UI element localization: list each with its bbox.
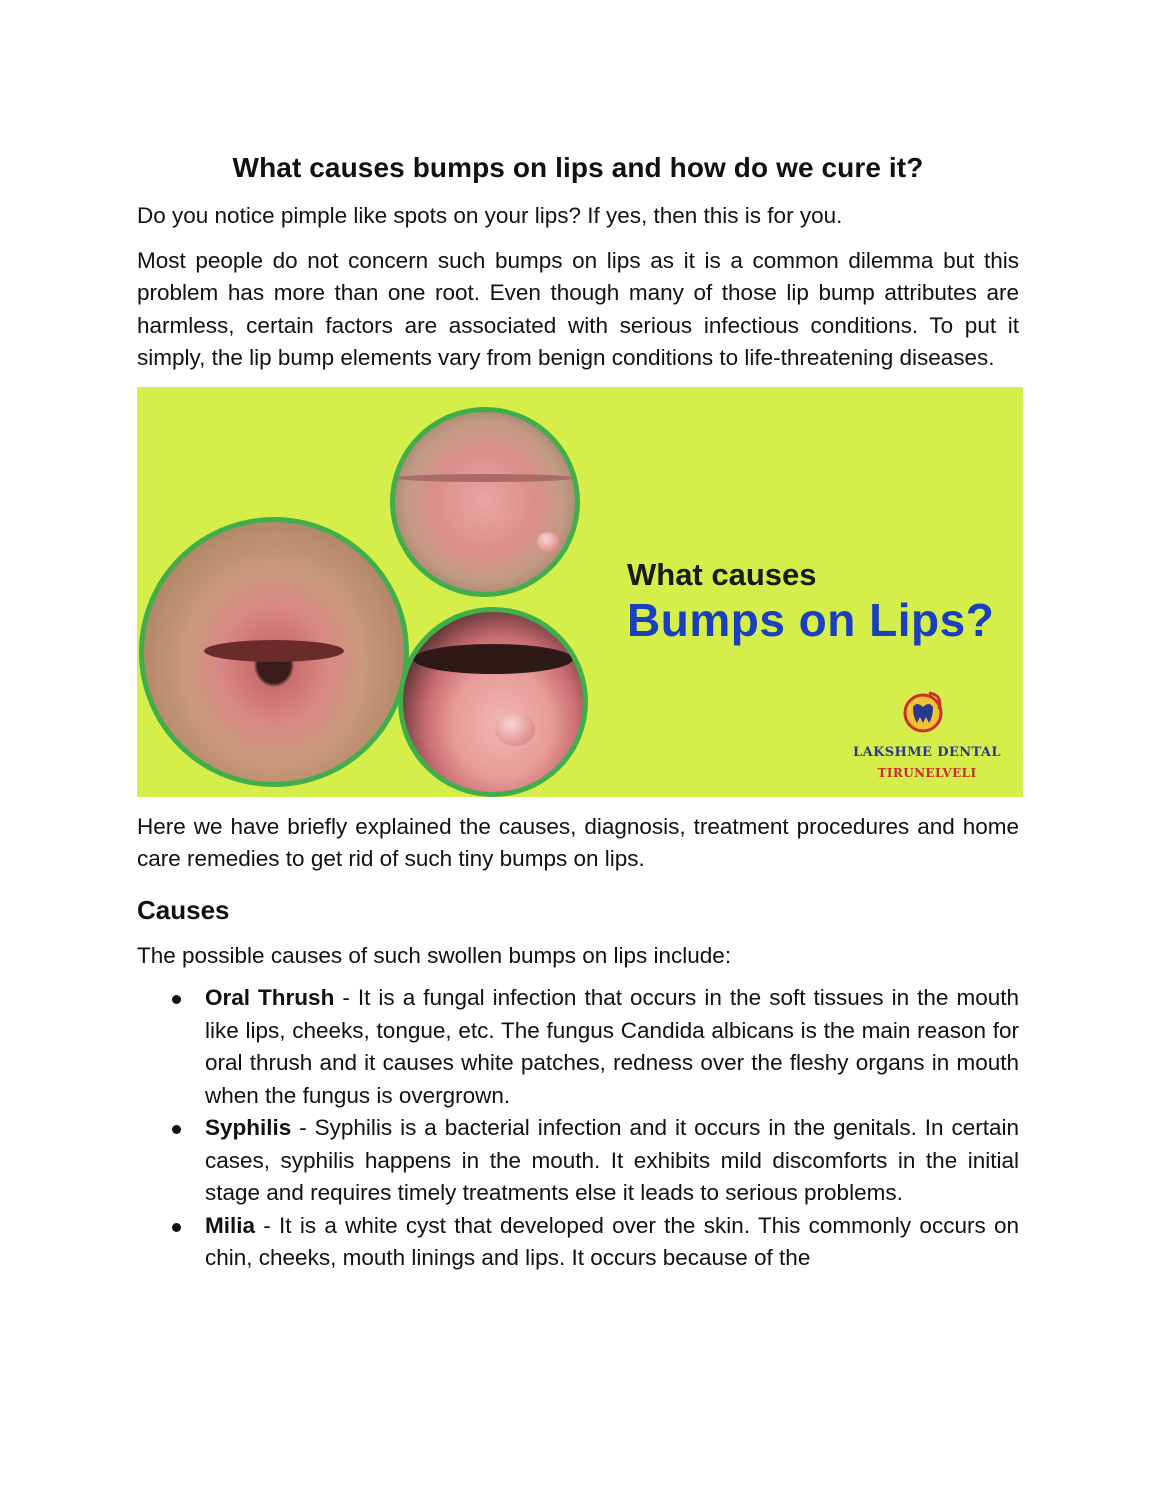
page-title: What causes bumps on lips and how do we cure it? bbox=[232, 152, 924, 183]
list-item bbox=[137, 1112, 1019, 1210]
lower-lip-cyst-photo bbox=[398, 607, 588, 797]
list-item bbox=[137, 1210, 1019, 1275]
cause-text: - It is a fungal infection that occurs in the soft tissues in the mouth like lips, cheeks, tongue, etc. The fungus Candida albicans is the main reason for oral thrush and it causes white patches, redness over the fleshy organs in mouth when the fungus is overgrown. bbox=[205, 985, 1019, 1108]
banner-headline-line1: What causes bbox=[627, 556, 817, 592]
cause-term: Syphilis bbox=[205, 1115, 292, 1140]
clinic-city: TIRUNELVELI bbox=[877, 765, 977, 780]
causes-heading: Causes bbox=[137, 894, 230, 925]
cause-term: Oral Thrush bbox=[205, 985, 335, 1010]
tooth-logo-icon bbox=[899, 687, 949, 737]
causes-list bbox=[137, 982, 1019, 1275]
intro-paragraph: Do you notice pimple like spots on your lips? If yes, then this is for you. bbox=[137, 203, 843, 228]
cause-text: - It is a white cyst that developed over the skin. This commonly occurs on chin, cheeks, mouth linings and lips. It occurs because of the bbox=[205, 1212, 1019, 1270]
list-item bbox=[137, 982, 1019, 1112]
clinic-name: LAKSHME DENTAL bbox=[853, 744, 1001, 760]
bullet-icon bbox=[172, 1125, 181, 1134]
lip-bumps-banner-image bbox=[137, 387, 1023, 797]
cause-term: Milia bbox=[205, 1212, 256, 1238]
bullet-icon bbox=[172, 1223, 181, 1232]
overview-paragraph: Most people do not concern such bumps on lips as it is a common dilemma but this problem has more than one root. Even though many of those lip bump attributes are harmless, certain factors are associated with serious infectious conditions. To put it simply, the lip bump elements vary from benign conditions to life-threatening diseases. bbox=[137, 247, 1019, 370]
open-lips-photo bbox=[139, 517, 409, 787]
bullet-icon bbox=[172, 995, 181, 1004]
upper-lip-bump-photo bbox=[390, 407, 580, 597]
banner-headline-line2: Bumps on Lips? bbox=[627, 593, 995, 646]
summary-paragraph: Here we have briefly explained the causes, diagnosis, treatment procedures and home care remedies to get rid of such tiny bumps on lips. bbox=[137, 813, 1019, 871]
cause-text: - Syphilis is a bacterial infection and it occurs in the genitals. In certain cases, syphilis happens in the mouth. It exhibits mild discomforts in the initial stage and requires timely treatments else it leads to serious problems. bbox=[205, 1115, 1019, 1205]
document-page bbox=[137, 148, 1019, 1275]
causes-lead: The possible causes of such swollen bumps on lips include: bbox=[137, 942, 732, 968]
